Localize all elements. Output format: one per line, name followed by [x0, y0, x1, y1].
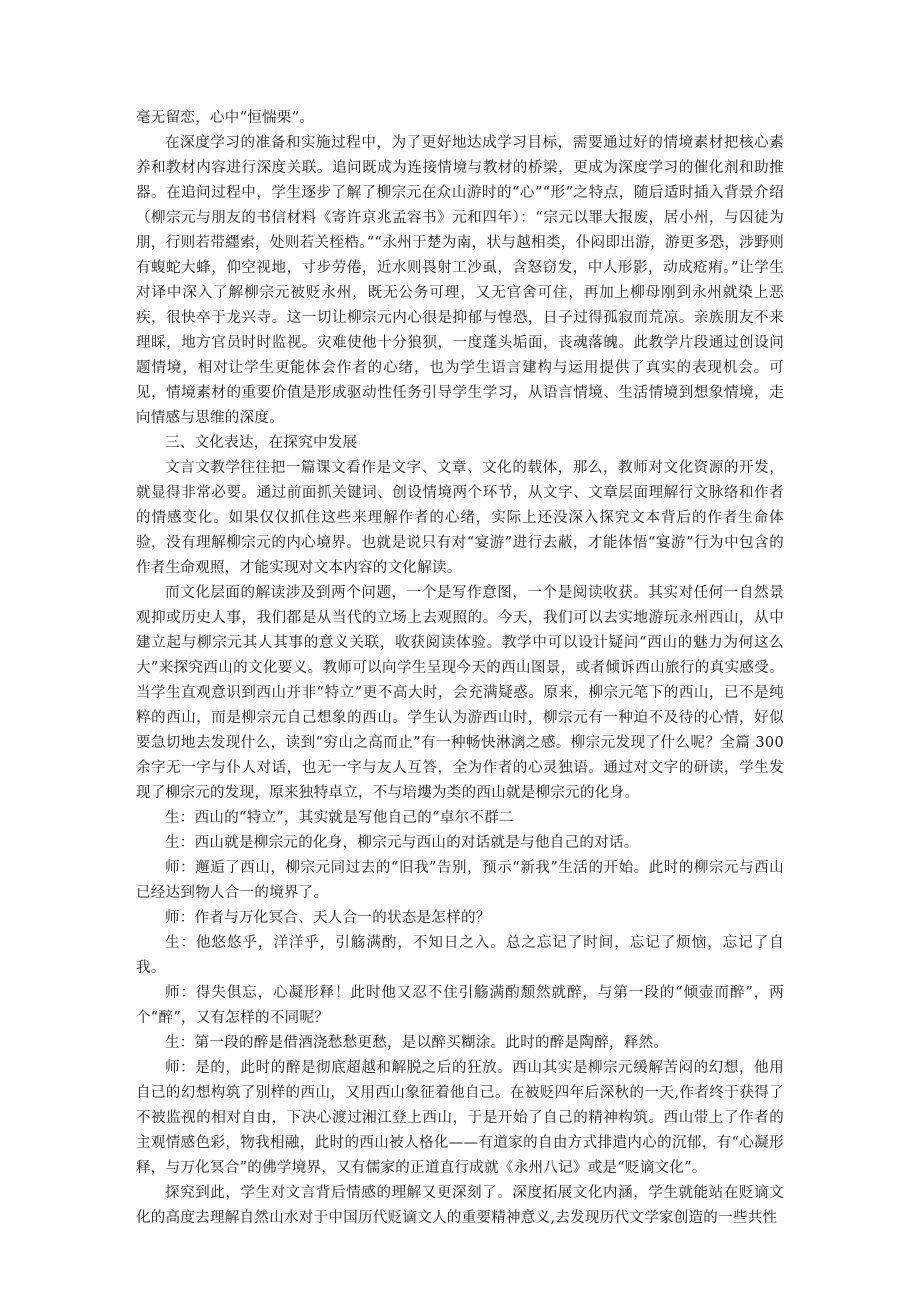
dialogue-line: 师：得失俱忘，心凝形释！此时他又忍不住引觞满酌颓然就醉，与第一段的“倾壶而醉”，两个“醉”，又有怎样的不同呢？	[136, 985, 784, 1026]
paragraph-cultural-reading: 而文化层面的解读涉及到两个问题，一个是写作意图，一个是阅读收获。其实对任何一自然景观抑或历史人事，我们都是从当代的立场上去观照的。今天，我们可以去实地游玩永州西山，从中建立起与柳宗元其人其事的意义关联，收获阅读体验。教学中可以设计疑问“西山的魅力为何这么大”来探究西山的文化要义。教师可以向学生呈现今天的西山图景，或者倾诉西山旅行的真实感受。当学生直观意识到西山并非“特立”更不高大时，会充满疑惑。原来，柳宗元笔下的西山，已不是纯粹的西山，而是柳宗元自己想象的西山。学生认为游西山时，柳宗元有一种迫不及待的心情，好似要急切地去发现什么，读到“穷山之高而止”有一种畅快淋漓之感。柳宗元发现了什么呢？全篇 300 余字无一字与仆人对话，也无一字与友人互答，全为作者的心灵独语。通过对文字的研读，学生发现了柳宗元的发现，原来独特卓立，不与培塿为类的西山就是柳宗元的化身。	[136, 585, 784, 801]
section-heading: 三、文化表达，在探究中发展	[165, 435, 358, 451]
paragraph-culture-intro: 文言文教学往往把一篇课文看作是文字、文章、文化的载体，那么，教师对文化资源的开发，就显得非常必要。通过前面抓关键词、创设情境两个环节，从文字、文章层面理解行文脉络和作者的情感变化。如果仅仅抓住这些来理解作者的心绪，实际上还没深入探究文本背后的作者生命体验，没有理解柳宗元的内心境界。也就是说只有对“宴游”进行去蔽，才能体悟“宴游”行为中包含的作者生命观照，才能实现对文本内容的文化解读。	[136, 460, 784, 576]
paragraph-situation-material: 在深度学习的准备和实施过程中，为了更好地达成学习目标，需要通过好的情境素材把核心素养和教材内容进行深度关联。追问既成为连接情境与教材的桥梁，更成为深度学习的催化剂和助推器。在追问过程中，学生逐步了解了柳宗元在众山游时的“心”“形”之特点，随后适时插入背景介绍（柳宗元与朋友的书信材料《寄许京兆孟容书》元和四年）：“宗元以罪大报废，居小州，与囚徒为朋，行则若带纆索，处则若关桎梏。”“永州于楚为南，状与越相类，仆闷即出游，游更多恐，涉野则有蝮蛇大蜂，仰空视地，寸步劳倦，近水则畏射工沙虱，含怒窃发，中人形影，动成疮痏。”让学生对译中深入了解柳宗元被贬永州，既无公务可理，又无官舍可住，再加上柳母刚到永州就染上恶疾，很快卒于龙兴寺。这一切让柳宗元内心很是抑郁与惶恐，日子过得孤寂而荒凉。亲族朋友不来理睬，地方官员时时监视。灾难使他十分狼狈，一度蓬头垢面，丧魂落魄。此教学片段通过创设问题情境，相对让学生更能体会作者的心绪，也为学生语言建构与运用提供了真实的表现机会。可见，情境素材的重要价值是形成驱动性任务引导学生学习，从语言情境、生活情境到想象情境，走向情感与思维的深度。	[136, 135, 784, 426]
paragraph-conclusion: 探究到此，学生对文言背后情感的理解又更深刻了。深度拓展文化内涵，学生就能站在贬谪文化的高度去理解自然山水对于中国历代贬谪文人的重要精神意义,去发现历代文学家创造的一些共性	[136, 1185, 784, 1226]
dialogue-line: 师：邂逅了西山，柳宗元同过去的“旧我”告别，预示“新我”生活的开始。此时的柳宗元与西山已经达到物人合一的境界了。	[136, 860, 784, 901]
paragraph-continuation: 毫无留恋，心中“恒惴栗”。	[136, 110, 315, 126]
document-page	[136, 106, 784, 1231]
dialogue-line: 师：是的，此时的醉是彻底超越和解脱之后的狂放。西山其实是柳宗元缓解苦闷的幻想，他用自己的幻想构筑了别样的西山，又用西山象征着他自己。在被贬四年后深秋的一天,作者终于获得了不被监视的相对自由，下决心渡过湘江登上西山，于是开始了自己的精神构筑。西山带上了作者的主观情感色彩，物我相融，此时的西山被人格化——有道家的自由方式排遣内心的沉郁，有“心凝形释，与万化冥合”的佛学境界，又有儒家的正道直行成就《永州八记》或是“贬谪文化”。	[136, 1060, 784, 1176]
dialogue-line: 生：西山就是柳宗元的化身，柳宗元与西山的对话就是与他自己的对话。	[165, 835, 639, 851]
dialogue-line: 生：西山的“特立”，其实就是写他自己的“卓尔不群二	[165, 810, 514, 826]
dialogue-line: 师：作者与万化冥合、天人合一的状态是怎样的？	[165, 910, 491, 926]
dialogue-line: 生：第一段的醉是借酒浇愁愁更愁，是以醉买糊涂。此时的醉是陶醉，释然。	[165, 1035, 669, 1051]
dialogue-line: 生：他悠悠乎，洋洋乎，引觞满酌，不知日之入。总之忘记了时间，忘记了烦恼，忘记了自我。	[136, 935, 784, 976]
